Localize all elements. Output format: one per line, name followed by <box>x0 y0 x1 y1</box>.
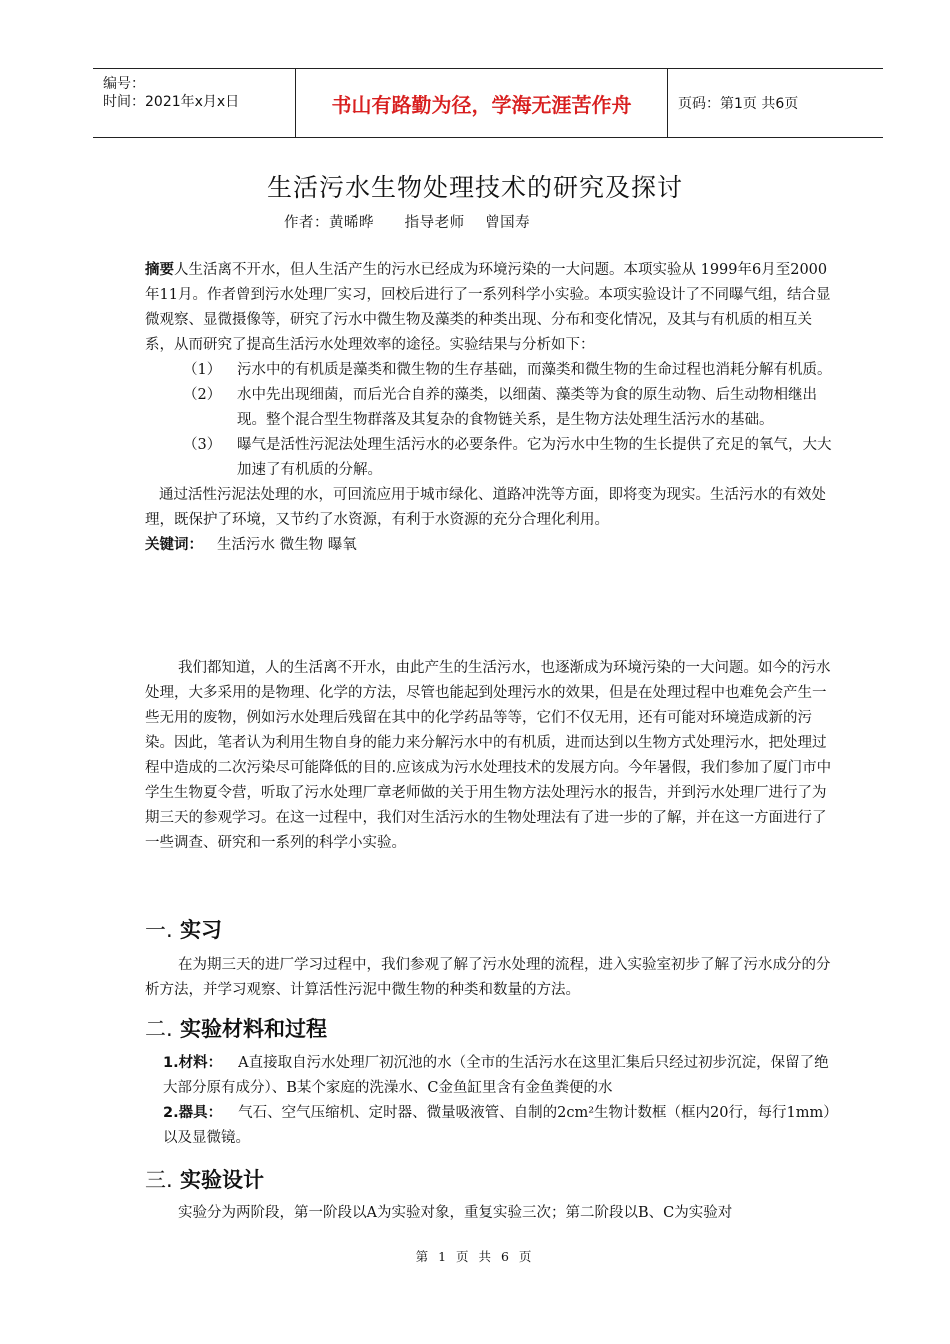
section-heading <box>145 915 840 945</box>
document-title: 生活污水生物处理技术的研究及探讨 <box>266 173 683 202</box>
materials-paragraph <box>145 1051 840 1101</box>
number-label: 编号： <box>103 76 145 92</box>
section-title: 实验设计 <box>180 1168 264 1192</box>
abstract-label: 摘要 <box>145 262 174 278</box>
section-2 <box>145 1014 840 1151</box>
header-page-info: 页码：第1页 共6页 <box>678 96 799 112</box>
author-line: 作者：黄晞晔 指导老师 曾国寿 <box>284 215 531 231</box>
header-motto: 书山有路勤为径，学海无涯苦作舟 <box>295 69 668 137</box>
materials-label: 1.材料： <box>163 1055 223 1071</box>
keywords-label: 关键词： <box>145 537 203 553</box>
abstract-text: 人生活离不开水，但人生活产生的污水已经成为环境污染的一大问题。本项实验从 1999年6月至2000年11月。作者曾到污水处理厂实习，回校后进行了一系列科学小实验。本项实验设计了不同曝气组，结合显微观察、显微摄像等，研究了污水中微生物及藻类的种类出现、分布和变化情况，及其与有机质的相互关系，从而研究了提高生活污水处理效率的途径。实验结果与分析如下： <box>145 262 831 353</box>
time-label: 时间：2021年x月x日 <box>103 94 240 110</box>
header-info <box>93 69 295 137</box>
list-number: （1） <box>183 362 222 378</box>
list-text: 曝气是活性污泥法处理生活污水的必要条件。它为污水中生物的生长提供了充足的氧气，大大加速了有机质的分解。 <box>237 437 832 478</box>
header-table <box>93 68 883 138</box>
keywords <box>145 533 840 558</box>
section-paragraph: 在为期三天的进厂学习过程中，我们参观了解了污水处理的流程，进入实验室初步了解了污水成分的分析方法，并学习观察、计算活性污泥中微生物的种类和数量的方法。 <box>145 957 831 998</box>
section-title: 实习 <box>180 918 222 942</box>
intro-block <box>145 656 840 856</box>
section-heading <box>145 1014 840 1044</box>
keywords-text: 生活污水 微生物 曝氧 <box>217 537 357 553</box>
list-item <box>145 358 840 383</box>
abstract-closing: 通过活性污泥法处理的水，可回流应用于城市绿化、道路冲洗等方面，即将变为现实。生活污水的有效处理，既保护了环境，又节约了水资源，有利于水资源的充分合理化利用。 <box>145 487 826 528</box>
list-number: （3） <box>183 437 222 453</box>
list-item <box>145 433 840 483</box>
page-footer: 第 1 页 共 6 页 <box>415 1249 535 1264</box>
section-heading <box>145 1165 840 1195</box>
abstract-paragraph <box>145 258 840 358</box>
section-number: 二. <box>145 1017 173 1041</box>
tools-text: 气石、空气压缩机、定时器、微量吸液管、自制的2cm²生物计数框（框内20行，每行1mm）以及显微镜。 <box>163 1105 838 1146</box>
section-title: 实验材料和过程 <box>180 1017 327 1041</box>
list-text: 污水中的有机质是藻类和微生物的生存基础，而藻类和微生物的生命过程也消耗分解有机质。 <box>237 362 832 378</box>
section-number: 一. <box>145 918 173 942</box>
section-paragraph: 实验分为两阶段，第一阶段以A为实验对象，重复实验三次；第二阶段以B、C为实验对 <box>178 1205 733 1221</box>
tools-paragraph <box>145 1101 840 1151</box>
list-item <box>145 383 840 433</box>
intro-paragraph: 我们都知道，人的生活离不开水，由此产生的生活污水，也逐渐成为环境污染的一大问题。如今的污水处理，大多采用的是物理、化学的方法，尽管也能起到处理污水的效果，但是在处理过程中也难免会产生一些无用的废物，例如污水处理后残留在其中的化学药品等等，它们不仅无用，还有可能对环境造成新的污染。因此，笔者认为利用生物自身的能力来分解污水中的有机质，进而达到以生物方式处理污水，把处理过程中造成的二次污染尽可能降低的目的.应该成为污水处理技术的发展方向。今年暑假，我们参加了厦门市中学生生物夏令营，听取了污水处理厂章老师做的关于用生物方法处理污水的报告，并到污水处理厂进行了为期三天的参观学习。在这一过程中，我们对生活污水的生物处理法有了进一步的了解，并在这一方面进行了一些调查、研究和一系列的科学小实验。 <box>145 660 832 851</box>
section-1 <box>145 915 840 1003</box>
section-number: 三. <box>145 1168 173 1192</box>
list-text: 水中先出现细菌，而后光合自养的藻类，以细菌、藻类等为食的原生动物、后生动物相继出现。整个混合型生物群落及其复杂的食物链关系，是生物方法处理生活污水的基础。 <box>237 387 817 428</box>
list-number: （2） <box>183 387 222 403</box>
abstract-block <box>145 258 840 558</box>
section-3 <box>145 1165 840 1226</box>
tools-label: 2.器具： <box>163 1105 223 1121</box>
materials-text: A直接取自污水处理厂初沉池的水（全市的生活污水在这里汇集后只经过初步沉淀，保留了绝大部分原有成分）、B某个家庭的洗澡水、C金鱼缸里含有金鱼粪便的水 <box>163 1055 829 1096</box>
